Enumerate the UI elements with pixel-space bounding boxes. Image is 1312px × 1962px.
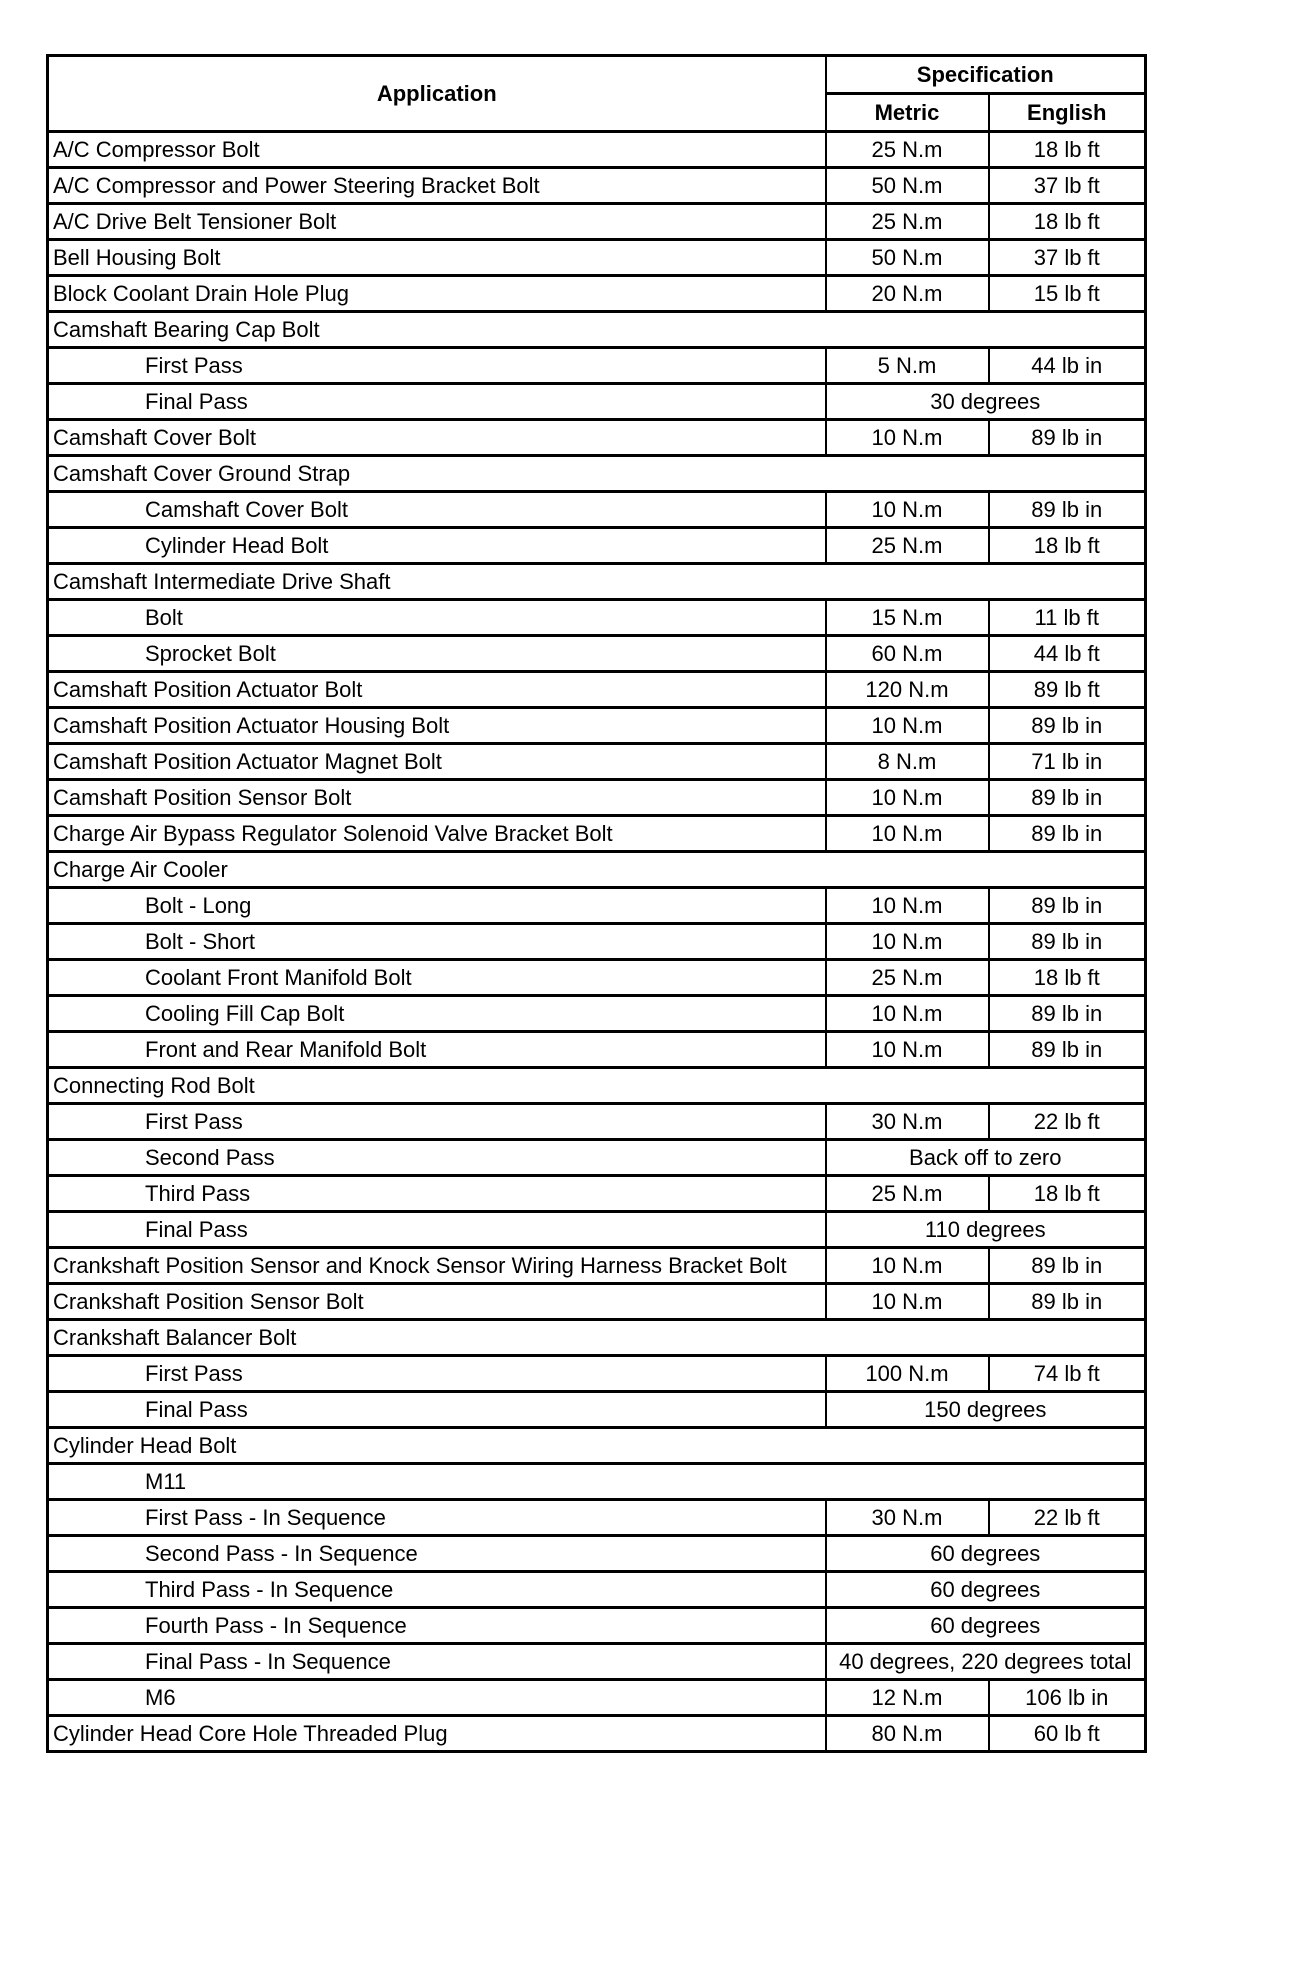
table-row: [48, 1572, 1146, 1608]
application-cell: Cooling Fill Cap Bolt: [48, 996, 826, 1032]
table-row: [48, 1356, 1146, 1392]
table-row: [48, 132, 1146, 168]
table-row: [48, 1104, 1146, 1140]
application-cell: Camshaft Intermediate Drive Shaft: [48, 564, 826, 600]
english-cell: 89 lb in: [989, 924, 1146, 960]
table-row: [48, 492, 1146, 528]
empty-spec-cell: [826, 1320, 1146, 1356]
application-cell: Camshaft Bearing Cap Bolt: [48, 312, 826, 348]
application-cell: Coolant Front Manifold Bolt: [48, 960, 826, 996]
application-cell: Front and Rear Manifold Bolt: [48, 1032, 826, 1068]
english-cell: 89 lb in: [989, 816, 1146, 852]
table-row: [48, 816, 1146, 852]
table-row: [48, 744, 1146, 780]
metric-cell: 10 N.m: [826, 1032, 989, 1068]
application-cell: Final Pass - In Sequence: [48, 1644, 826, 1680]
group-row: [48, 1428, 1146, 1464]
table-row: [48, 1212, 1146, 1248]
english-cell: 15 lb ft: [989, 276, 1146, 312]
metric-cell: 25 N.m: [826, 1176, 989, 1212]
table-row: [48, 1680, 1146, 1716]
table-row: [48, 1536, 1146, 1572]
metric-cell: 50 N.m: [826, 240, 989, 276]
combined-spec-cell: 110 degrees: [826, 1212, 1146, 1248]
application-cell: Cylinder Head Bolt: [48, 528, 826, 564]
english-cell: 11 lb ft: [989, 600, 1146, 636]
application-cell: Block Coolant Drain Hole Plug: [48, 276, 826, 312]
application-cell: Bell Housing Bolt: [48, 240, 826, 276]
table-row: [48, 924, 1146, 960]
application-cell: Camshaft Position Actuator Housing Bolt: [48, 708, 826, 744]
table-row: [48, 240, 1146, 276]
metric-cell: 5 N.m: [826, 348, 989, 384]
metric-cell: 25 N.m: [826, 204, 989, 240]
metric-cell: 10 N.m: [826, 1248, 989, 1284]
metric-cell: 100 N.m: [826, 1356, 989, 1392]
specification-header: Specification: [826, 56, 1146, 94]
torque-spec-table: [46, 54, 1147, 1753]
application-cell: Third Pass - In Sequence: [48, 1572, 826, 1608]
english-cell: 89 lb in: [989, 1284, 1146, 1320]
table-row: [48, 168, 1146, 204]
group-row: [48, 456, 1146, 492]
table-row: [48, 672, 1146, 708]
table-row: [48, 888, 1146, 924]
metric-cell: 10 N.m: [826, 996, 989, 1032]
application-cell: Final Pass: [48, 384, 826, 420]
english-cell: 89 lb in: [989, 888, 1146, 924]
table-row: [48, 1716, 1146, 1752]
english-cell: 18 lb ft: [989, 528, 1146, 564]
table-row: [48, 1392, 1146, 1428]
table-row: [48, 708, 1146, 744]
application-cell: Sprocket Bolt: [48, 636, 826, 672]
metric-cell: 50 N.m: [826, 168, 989, 204]
english-cell: 89 lb in: [989, 492, 1146, 528]
metric-cell: 25 N.m: [826, 960, 989, 996]
empty-spec-cell: [826, 564, 1146, 600]
application-cell: Bolt - Short: [48, 924, 826, 960]
table-row: [48, 420, 1146, 456]
application-cell: Crankshaft Position Sensor and Knock Sensor Wiring Harness Bracket Bolt: [48, 1248, 826, 1284]
application-cell: Crankshaft Balancer Bolt: [48, 1320, 826, 1356]
application-cell: Third Pass: [48, 1176, 826, 1212]
table-row: [48, 1140, 1146, 1176]
application-cell: M6: [48, 1680, 826, 1716]
table-row: [48, 1608, 1146, 1644]
combined-spec-cell: 60 degrees: [826, 1572, 1146, 1608]
application-cell: Camshaft Cover Bolt: [48, 492, 826, 528]
metric-cell: 30 N.m: [826, 1500, 989, 1536]
application-cell: M11: [48, 1464, 826, 1500]
metric-cell: 30 N.m: [826, 1104, 989, 1140]
english-cell: 18 lb ft: [989, 132, 1146, 168]
english-cell: 18 lb ft: [989, 960, 1146, 996]
metric-cell: 10 N.m: [826, 816, 989, 852]
metric-cell: 120 N.m: [826, 672, 989, 708]
group-row: [48, 312, 1146, 348]
application-cell: Connecting Rod Bolt: [48, 1068, 826, 1104]
table-row: [48, 996, 1146, 1032]
combined-spec-cell: 60 degrees: [826, 1536, 1146, 1572]
table-row: [48, 780, 1146, 816]
table-row: [48, 204, 1146, 240]
application-cell: Fourth Pass - In Sequence: [48, 1608, 826, 1644]
metric-cell: 25 N.m: [826, 528, 989, 564]
metric-cell: 8 N.m: [826, 744, 989, 780]
application-cell: Bolt: [48, 600, 826, 636]
combined-spec-cell: 30 degrees: [826, 384, 1146, 420]
table-row: [48, 348, 1146, 384]
english-cell: 74 lb ft: [989, 1356, 1146, 1392]
application-cell: Second Pass - In Sequence: [48, 1536, 826, 1572]
application-cell: Second Pass: [48, 1140, 826, 1176]
table-row: [48, 960, 1146, 996]
empty-spec-cell: [826, 1428, 1146, 1464]
english-cell: 22 lb ft: [989, 1104, 1146, 1140]
metric-cell: 10 N.m: [826, 924, 989, 960]
english-cell: 71 lb in: [989, 744, 1146, 780]
combined-spec-cell: Back off to zero: [826, 1140, 1146, 1176]
english-cell: 89 lb in: [989, 708, 1146, 744]
metric-cell: 10 N.m: [826, 420, 989, 456]
english-cell: 37 lb ft: [989, 168, 1146, 204]
group-row: [48, 852, 1146, 888]
table-row: [48, 528, 1146, 564]
english-cell: 44 lb in: [989, 348, 1146, 384]
table-row: [48, 1284, 1146, 1320]
combined-spec-cell: 60 degrees: [826, 1608, 1146, 1644]
table-row: [48, 600, 1146, 636]
english-cell: 18 lb ft: [989, 1176, 1146, 1212]
table-row: [48, 1500, 1146, 1536]
table-body: [48, 132, 1146, 1752]
metric-cell: 15 N.m: [826, 600, 989, 636]
metric-cell: 10 N.m: [826, 492, 989, 528]
application-cell: Charge Air Bypass Regulator Solenoid Valve Bracket Bolt: [48, 816, 826, 852]
english-cell: 37 lb ft: [989, 240, 1146, 276]
metric-cell: 60 N.m: [826, 636, 989, 672]
english-cell: 89 lb in: [989, 780, 1146, 816]
table-row: [48, 1644, 1146, 1680]
english-cell: 89 lb ft: [989, 672, 1146, 708]
application-cell: First Pass - In Sequence: [48, 1500, 826, 1536]
english-cell: 89 lb in: [989, 420, 1146, 456]
table-row: [48, 636, 1146, 672]
metric-cell: 10 N.m: [826, 708, 989, 744]
metric-cell: 10 N.m: [826, 888, 989, 924]
english-cell: 22 lb ft: [989, 1500, 1146, 1536]
english-cell: 18 lb ft: [989, 204, 1146, 240]
application-cell: Camshaft Position Actuator Magnet Bolt: [48, 744, 826, 780]
application-cell: Camshaft Cover Bolt: [48, 420, 826, 456]
application-cell: Cylinder Head Bolt: [48, 1428, 826, 1464]
table-row: [48, 1176, 1146, 1212]
metric-cell: 25 N.m: [826, 132, 989, 168]
empty-spec-cell: [826, 456, 1146, 492]
metric-cell: 10 N.m: [826, 1284, 989, 1320]
combined-spec-cell: 150 degrees: [826, 1392, 1146, 1428]
application-cell: Camshaft Position Sensor Bolt: [48, 780, 826, 816]
english-cell: 89 lb in: [989, 996, 1146, 1032]
application-cell: A/C Compressor Bolt: [48, 132, 826, 168]
empty-spec-cell: [826, 312, 1146, 348]
application-cell: Final Pass: [48, 1392, 826, 1428]
english-header: English: [989, 94, 1146, 132]
application-cell: Bolt - Long: [48, 888, 826, 924]
english-cell: 89 lb in: [989, 1032, 1146, 1068]
application-cell: Camshaft Position Actuator Bolt: [48, 672, 826, 708]
english-cell: 89 lb in: [989, 1248, 1146, 1284]
application-cell: Camshaft Cover Ground Strap: [48, 456, 826, 492]
table-row: [48, 1248, 1146, 1284]
application-cell: First Pass: [48, 1104, 826, 1140]
table-header: [48, 56, 1146, 132]
application-cell: Crankshaft Position Sensor Bolt: [48, 1284, 826, 1320]
table-row: [48, 1032, 1146, 1068]
table-row: [48, 384, 1146, 420]
application-cell: First Pass: [48, 348, 826, 384]
table-row: [48, 276, 1146, 312]
english-cell: 44 lb ft: [989, 636, 1146, 672]
group-row: [48, 1068, 1146, 1104]
application-cell: Final Pass: [48, 1212, 826, 1248]
application-cell: Charge Air Cooler: [48, 852, 826, 888]
group-row: [48, 1320, 1146, 1356]
metric-header: Metric: [826, 94, 989, 132]
group-row: [48, 564, 1146, 600]
metric-cell: 20 N.m: [826, 276, 989, 312]
application-cell: Cylinder Head Core Hole Threaded Plug: [48, 1716, 826, 1752]
metric-cell: 12 N.m: [826, 1680, 989, 1716]
group-row: [48, 1464, 1146, 1500]
application-cell: A/C Drive Belt Tensioner Bolt: [48, 204, 826, 240]
application-header: Application: [48, 56, 826, 132]
english-cell: 106 lb in: [989, 1680, 1146, 1716]
application-cell: First Pass: [48, 1356, 826, 1392]
metric-cell: 10 N.m: [826, 780, 989, 816]
application-cell: A/C Compressor and Power Steering Bracket Bolt: [48, 168, 826, 204]
english-cell: 60 lb ft: [989, 1716, 1146, 1752]
combined-spec-cell: 40 degrees, 220 degrees total: [826, 1644, 1146, 1680]
empty-spec-cell: [826, 1464, 1146, 1500]
empty-spec-cell: [826, 852, 1146, 888]
metric-cell: 80 N.m: [826, 1716, 989, 1752]
empty-spec-cell: [826, 1068, 1146, 1104]
